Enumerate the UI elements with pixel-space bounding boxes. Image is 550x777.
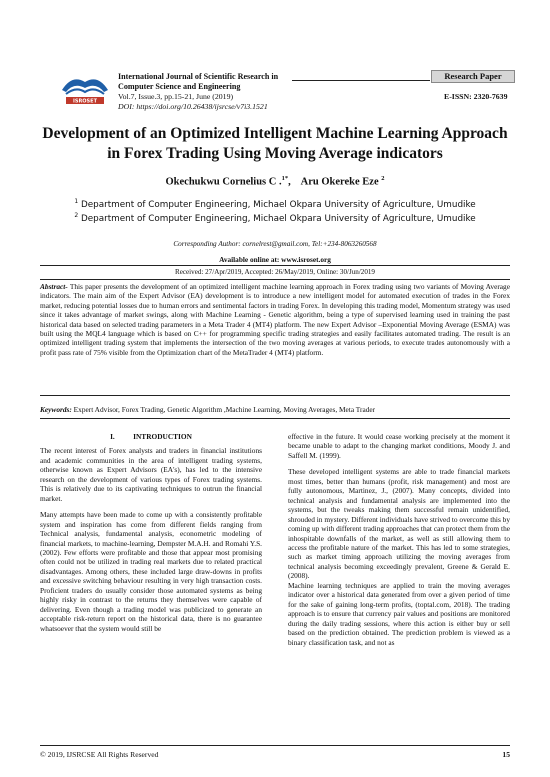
paragraph: Many attempts have been made to come up with a consistently profitable system and inspiration has come from different fields ranging from Technical analysis, fundamental analysis, econometric modeling of financial markets, to machine-learning, Dempster M.A.H. and Romahi Y.S. (2002). Few efforts were profitable and those that appear most promising often could not be utilized in trading real markets due to related practical disadvantages. Among others, these included large draw-downs in profits and excessive switching behaviour resulting in very high transaction costs. Proficient traders do usually consider those automated systems as being highly risky in contrast to the returns they themselves were capable of delivering. Even though a trading model was publicized to generate an acceptable risk-return report on the historical data, there is no guarantee whatsoever that the system would still be bbox=[40, 510, 262, 633]
journal-logo bbox=[58, 70, 112, 106]
abstract-text: This paper presents the development of an optimized intelligent machine learning approach in Forex trading using two variants of Moving Average indicators. The main aim of the Expert Advisor (EA) development is to introduce a new intelligent model for automated execution of trades in the Forex market, reducing potential losses due to human errors and sentimental factors in trading Forex. In developing this trading model, Momentum strategy was used since it takes advantage of market swings, along with Machine Learning - Genetic algorithm, being a type of supervised learning used in training the past historical data based on selected trading parameters in a Meta Trader 4 (MT4) platform. The new Expert Advisor –Exponential Moving Average (ESMA) was built using the MQL4 language which is based on C++ for programming specific trading strategies and easily facilitates automated trading. The result is an optimized intelligent trading system that implements the intersection of the two moving averages at various periods, to execute trades autonomously with a profit pass rate of 75% visible from the Optimization chart of the MetaTrader 4 (MT4) platform. bbox=[40, 282, 510, 357]
keywords bbox=[40, 405, 510, 414]
left-column bbox=[40, 432, 262, 640]
paragraph: The recent interest of Forex analysts and traders in financial institutions and academic communities in the area of intelligent trading systems, otherwise known as Expert Advisors (EA's), has led to the intensive research on the development of various types of Forex trading systems. This is relatively due to its captivating techniques to outrun the financial market. bbox=[40, 446, 262, 503]
divider-keywords-top bbox=[40, 395, 510, 396]
received-dates: Received: 27/Apr/2019, Accepted: 26/May/2019, Online: 30/Jun/2019 bbox=[175, 268, 375, 276]
paper-type-badge: Research Paper bbox=[431, 70, 515, 83]
affiliation-1-text: Department of Computer Engineering, Michael Okpara University of Agriculture, Umudike bbox=[80, 199, 476, 210]
right-column bbox=[288, 432, 510, 654]
authors: Okechukwu Cornelius C .$^{1*}$, Aru Okereke Eze $^2$ bbox=[165, 175, 385, 188]
author-2-sup: 2 bbox=[381, 175, 385, 182]
affiliation-1-num: 1 bbox=[74, 198, 79, 205]
journal-name bbox=[118, 72, 278, 92]
journal-name-line2: Computer Science and Engineering bbox=[118, 82, 241, 91]
issn: E-ISSN: 2320-7639 bbox=[444, 92, 508, 101]
available-online: Available online at: www.isroset.org bbox=[219, 255, 331, 264]
paragraph: effective in the future. It would cease working precisely at the moment it became unable to adapt to the changing market conditions, Moody J. and Saffell M. (1999). bbox=[288, 432, 510, 460]
paper-title: Development of an Optimized Intelligent Machine Learning Approach in Forex Trading Using Moving Average indicators bbox=[42, 125, 508, 162]
section-number: I. bbox=[110, 432, 115, 441]
doi-link[interactable]: DOI: https://doi.org/10.26438/ijsrcse/v7i3.1521 bbox=[118, 102, 268, 111]
journal-name-line1: International Journal of Scientific Research in bbox=[118, 72, 279, 81]
keywords-label: Keywords: bbox=[40, 405, 72, 414]
section-heading bbox=[40, 432, 262, 441]
author-1-sup: 1* bbox=[281, 175, 289, 182]
volume-info: Vol.7, Issue.3, pp.15-21, June (2019) bbox=[118, 92, 234, 101]
paragraph: Machine learning techniques are applied to train the moving averages indicator over a historical data generated from over a given period of time for the sake of gaining long-term profits, (toptal.com, 2018). The trading approach is to ensure that currency pair values and positions are monitored during the daily trading sessions, where this action is either buy or sell based on the prediction obtained. The prediction problem is viewed as a binary classification task, and not as bbox=[288, 580, 510, 647]
copyright: © 2019, IJSRCSE All Rights Reserved bbox=[40, 750, 159, 759]
header-rule bbox=[292, 80, 430, 81]
author-2: Aru Okereke Eze bbox=[300, 176, 379, 188]
affiliation-2-num: 2 bbox=[74, 212, 79, 219]
divider-top bbox=[40, 265, 510, 266]
affiliation-2 bbox=[40, 212, 510, 224]
keywords-text: Expert Advisor, Forex Trading, Genetic Algorithm ,Machine Learning, Moving Averages, Meta Trader bbox=[71, 405, 376, 414]
page-number: 15 bbox=[502, 750, 510, 759]
corresponding-author: Corresponding Author: cornelrest@gmail.com, Tel:+234-8063260568 bbox=[173, 240, 377, 248]
svg-text:ISROSET: ISROSET bbox=[73, 98, 97, 105]
affiliation-2-text: Department of Computer Engineering, Michael Okpara University of Agriculture, Umudike bbox=[80, 213, 476, 224]
page-footer bbox=[40, 745, 510, 759]
abstract-label: Abstract- bbox=[40, 282, 68, 291]
divider-abstract bbox=[40, 279, 510, 280]
affiliation-1 bbox=[40, 198, 510, 210]
divider-keywords-bottom bbox=[40, 418, 510, 419]
paragraph: These developed intelligent systems are able to trade financial markets most times, better than humans (profit, risk management) and most are fully autonomous, Martinez, J., (2007). Many concepts, divided into technical analysis and fundamental analysis are implemented into the systems, but the tweaks making them successful remain unidentified, shrouded in mystery. Different individuals have strived to overcome this by coming up with different trading approaches that can protect them from the inhospitable downfalls of the market, as well as still allowing them to access the profitable nature of the market. This has led to some strategies, such as market timing approach utilizing the moving averages from technical analysis becoming exceedingly prevalent, Greene & Gerald E. (2008). bbox=[288, 467, 510, 581]
author-1: Okechukwu Cornelius C . bbox=[165, 176, 282, 188]
section-title: INTRODUCTION bbox=[133, 432, 192, 441]
abstract bbox=[40, 282, 510, 357]
